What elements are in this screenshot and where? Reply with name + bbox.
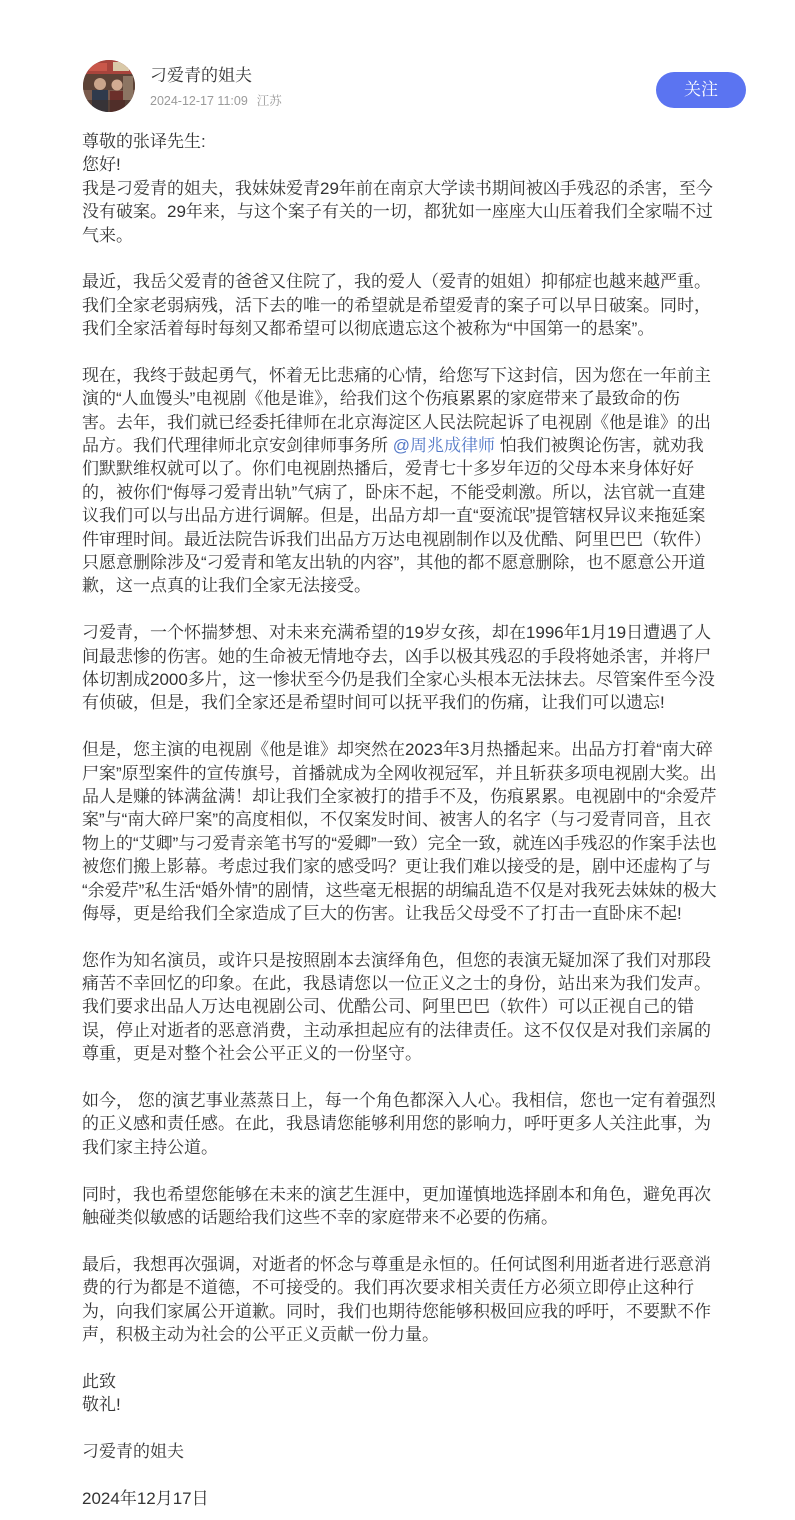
text-segment: 怕我们被舆论伤害，就劝我: [495, 436, 704, 456]
post-meta: [150, 93, 282, 109]
text-line: 被您们搬上影幕。考虑过我们家的感受吗？更让我们难以接受的是，剧中还虚构了与: [82, 857, 711, 877]
text-line: 我们家主持公道。: [82, 1137, 218, 1157]
follow-button[interactable]: 关注: [656, 72, 746, 108]
author-name[interactable]: 刁爱青的姐夫: [150, 66, 252, 85]
paragraph: [82, 621, 772, 715]
text-segment: 品方。我们代理律师北京安剑律师事务所: [82, 436, 393, 456]
text-line: 如今， 您的演艺事业蒸蒸日上，每一个角色都深入人心。我相信，您也一定有着强烈: [82, 1091, 716, 1111]
text-line: 最后，我想再次强调，对逝者的怀念与尊重是永恒的。任何试图利用逝者进行恶意消: [82, 1254, 711, 1274]
post-location: 江苏: [256, 94, 282, 108]
text-line: 此致: [82, 1371, 116, 1391]
text-line: 间最悲惨的伤害。她的生命被无情地夺去，凶手以极其残忍的手段将她杀害，并将尸: [82, 646, 711, 666]
text-line: 害。去年，我们就已经委托律师在北京海淀区人民法院起诉了电视剧《他是谁》的出: [82, 412, 711, 432]
post-timestamp[interactable]: 2024-12-17 11:09: [150, 94, 248, 108]
text-line: 侮辱，更是给我们全家造成了巨大的伤害。让我岳父母受不了打击一直卧床不起!: [82, 903, 682, 923]
text-line: 我是刁爱青的姐夫，我妹妹爱青29年前在南京大学读书期间被凶手残忍的杀害，至今: [82, 178, 713, 198]
text-line: 2024年12月17日: [82, 1488, 209, 1508]
text-line: 尊重，更是对整个社会公平正义的一份坚守。: [82, 1044, 422, 1064]
paragraph: [82, 1183, 772, 1230]
text-line: “余爱芹”私生活“婚外情”的剧情，这些毫无根据的胡编乱造不仅是对我死去妹妹的极大: [82, 880, 717, 900]
text-line: 有侦破，但是，我们全家还是希望时间可以抚平我们的伤痛，让我们可以遗忘!: [82, 693, 665, 713]
text-line: 同时，我也希望您能够在未来的演艺生涯中，更加谨慎地选择剧本和角色，避免再次: [82, 1184, 711, 1204]
text-line: 现在，我终于鼓起勇气，怀着无比悲痛的心情，给您写下这封信，因为您在一年前主: [82, 365, 711, 385]
text-line: 品人是赚的钵满盆满！却让我们全家被打的措手不及，伤痕累累。电视剧中的“余爱芹: [82, 786, 717, 806]
text-line: 只愿意删除涉及“刁爱青和笔友出轨的内容”，其他的都不愿意删除，也不愿意公开道: [82, 553, 706, 573]
text-line: 案”与“南大碎尸案”的高度相似，不仅案发时间、被害人的名字（与刁爱青同音，且衣: [82, 810, 711, 830]
text-line: 气来。: [82, 225, 133, 245]
text-line: 体切割成2000多片，这一惨状至今仍是我们全家心头根本无法抹去。尽管案件至今没: [82, 669, 715, 689]
mention-link[interactable]: @周兆成律师: [392, 436, 495, 456]
text-line: 尸案”原型案件的宣传旗号，首播就成为全网收视冠军，并且斩获多项电视剧大奖。出: [82, 763, 717, 783]
text-line: 但是，您主演的电视剧《他是谁》却突然在2023年3月热播起来。出品方打着“南大碎: [82, 740, 713, 760]
text-line: 误，停止对逝者的恶意消费，主动承担起应有的法律责任。这不仅仅是对我们亲属的: [82, 1020, 711, 1040]
text-line: 没有破案。29年来，与这个案子有关的一切，都犹如一座座大山压着我们全家喘不过: [82, 202, 713, 222]
paragraph: [82, 738, 772, 925]
text-line: 我们全家老弱病残，活下去的唯一的希望就是希望爱青的案子可以早日破案。同时，: [82, 295, 711, 315]
text-line: 的正义感和责任感。在此，我恳请您能够利用您的影响力，呼吁更多人关注此事，为: [82, 1114, 711, 1134]
text-line: 演的“人血馒头”电视剧《他是谁》，给我们这个伤痕累累的家庭带来了最致命的伤: [82, 389, 680, 409]
text-line: 件审理时间。最近法院告诉我们出品方万达电视剧制作以及优酷、阿里巴巴（软件）: [82, 529, 711, 549]
text-line: 我们要求出品人万达电视剧公司、优酷公司、阿里巴巴（软件）可以正视自己的错: [82, 997, 694, 1017]
text-line: 您好!: [82, 155, 121, 175]
text-line: 的，被你们“侮辱刁爱青出轨”气病了，卧床不起，不能受刺激。所以，法官就一直建: [82, 482, 706, 502]
paragraph: [82, 1370, 772, 1417]
text-line: 您作为知名演员，或许只是按照剧本去演绎角色，但您的表演无疑加深了我们对那段: [82, 950, 711, 970]
paragraph: [82, 1440, 772, 1463]
author-avatar[interactable]: [83, 60, 135, 112]
avatar-photo-icon: [83, 60, 135, 112]
text-line: 痛苦不幸回忆的印象。在此，我恳请您以一位正义之士的身份，站出来为我们发声。: [82, 974, 711, 994]
post-body: [82, 130, 772, 1510]
text-line: [82, 434, 772, 457]
text-line: 们默默维权就可以了。你们电视剧热播后，爱青七十多岁年迈的父母本来身体好好: [82, 459, 694, 479]
text-line: 刁爱青的姐夫: [82, 1441, 184, 1461]
paragraph: [82, 1487, 772, 1510]
paragraph: [82, 949, 772, 1066]
paragraph: [82, 1089, 772, 1159]
text-line: 费的行为都是不道德，不可接受的。我们再次要求相关责任方必须立即停止这种行: [82, 1278, 694, 1298]
paragraph: [82, 130, 772, 247]
text-line: 声，积极主动为社会的公平正义贡献一份力量。: [82, 1324, 439, 1344]
text-line: 敬礼!: [82, 1395, 121, 1415]
text-line: 歉，这一点真的让我们全家无法接受。: [82, 576, 371, 596]
paragraph: [82, 270, 772, 340]
paragraph: [82, 1253, 772, 1347]
text-line: 最近，我岳父爱青的爸爸又住院了，我的爱人（爱青的姐姐）抑郁症也越来越严重。: [82, 272, 711, 292]
text-line: 我们全家活着每时每刻又都希望可以彻底遗忘这个被称为“中国第一的悬案”。: [82, 319, 655, 339]
text-line: 刁爱青，一个怀揣梦想、对未来充满希望的19岁女孩，却在1996年1月19日遭遇了人: [82, 623, 712, 643]
text-line: 议我们可以与出品方进行调解。但是，出品方却一直“耍流氓”提管辖权异议来拖延案: [82, 506, 706, 526]
paragraph: [82, 364, 772, 598]
text-line: 物上的“艾卿”与刁爱青亲笔书写的“爱卿”一致）完全一致，就连凶手残忍的作案手法也: [82, 833, 717, 853]
text-line: 触碰类似敏感的话题给我们这些不幸的家庭带来不必要的伤痛。: [82, 1207, 558, 1227]
text-line: 为，向我们家属公开道歉。同时，我们也期待您能够积极回应我的呼吁，不要默不作: [82, 1301, 711, 1321]
text-line: 尊敬的张译先生:: [82, 132, 206, 151]
